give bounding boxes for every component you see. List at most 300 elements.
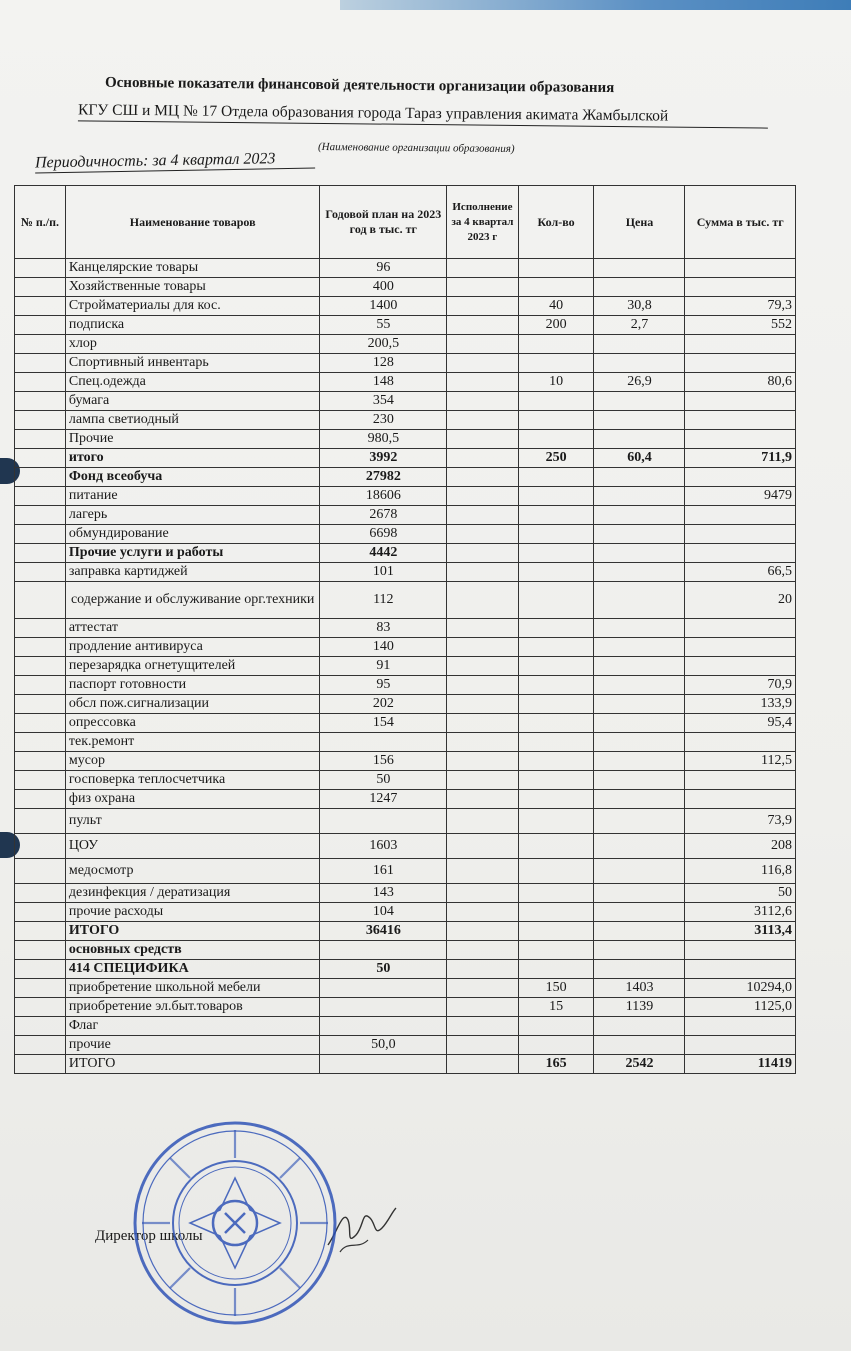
cell-plan: 2678: [320, 506, 447, 525]
cell-qty: [518, 771, 594, 790]
cell-price: [594, 354, 685, 373]
cell-price: [594, 941, 685, 960]
cell-num: [15, 657, 66, 676]
cell-num: [15, 733, 66, 752]
cell-sum: 95,4: [685, 714, 796, 733]
cell-plan: [320, 998, 447, 1017]
cell-exec: [447, 998, 518, 1017]
cell-plan: 96: [320, 259, 447, 278]
cell-name: основных средств: [65, 941, 320, 960]
table-row: [15, 638, 796, 657]
cell-sum: 79,3: [685, 297, 796, 316]
table-row: [15, 752, 796, 771]
table-row: [15, 922, 796, 941]
table-row: [15, 582, 796, 619]
cell-qty: [518, 638, 594, 657]
cell-price: 1403: [594, 979, 685, 998]
cell-exec: [447, 487, 518, 506]
cell-price: [594, 960, 685, 979]
cell-num: [15, 903, 66, 922]
cell-name: бумага: [65, 392, 320, 411]
cell-qty: 165: [518, 1055, 594, 1074]
cell-exec: [447, 354, 518, 373]
cell-qty: [518, 809, 594, 834]
cell-sum: [685, 354, 796, 373]
table-row: [15, 714, 796, 733]
table-row: [15, 790, 796, 809]
cell-exec: [447, 884, 518, 903]
table-row: [15, 979, 796, 998]
cell-price: [594, 619, 685, 638]
cell-name: прочие: [65, 1036, 320, 1055]
col-header-qty: Кол-во: [518, 186, 594, 259]
cell-qty: [518, 259, 594, 278]
cell-price: [594, 733, 685, 752]
cell-name: дезинфекция / дератизация: [65, 884, 320, 903]
cell-plan: 400: [320, 278, 447, 297]
cell-exec: [447, 790, 518, 809]
cell-name: заправка картиджей: [65, 563, 320, 582]
table-row: [15, 903, 796, 922]
cell-name: физ охрана: [65, 790, 320, 809]
cell-sum: [685, 790, 796, 809]
cell-price: [594, 695, 685, 714]
cell-sum: [685, 468, 796, 487]
cell-plan: 18606: [320, 487, 447, 506]
cell-qty: [518, 354, 594, 373]
cell-name: госповерка теплосчетчика: [65, 771, 320, 790]
cell-num: [15, 335, 66, 354]
cell-sum: 10294,0: [685, 979, 796, 998]
cell-name: Спортивный инвентарь: [65, 354, 320, 373]
table-row: [15, 771, 796, 790]
cell-sum: 20: [685, 582, 796, 619]
table-row: [15, 884, 796, 903]
cell-exec: [447, 695, 518, 714]
cell-num: [15, 563, 66, 582]
cell-num: [15, 884, 66, 903]
cell-plan: 50,0: [320, 1036, 447, 1055]
table-row: [15, 1017, 796, 1036]
cell-sum: 133,9: [685, 695, 796, 714]
cell-num: [15, 392, 66, 411]
cell-plan: 27982: [320, 468, 447, 487]
cell-plan: 112: [320, 582, 447, 619]
cell-price: [594, 657, 685, 676]
col-header-name: Наименование товаров: [65, 186, 320, 259]
cell-qty: [518, 834, 594, 859]
cell-num: [15, 487, 66, 506]
cell-plan: 154: [320, 714, 447, 733]
cell-sum: 208: [685, 834, 796, 859]
cell-price: [594, 278, 685, 297]
cell-num: [15, 676, 66, 695]
cell-num: [15, 544, 66, 563]
cell-plan: 148: [320, 373, 447, 392]
cell-price: [594, 582, 685, 619]
organization-name: КГУ СШ и МЦ № 17 Отдела образования города Тараз управления акимата Жамбылской: [78, 101, 768, 128]
cell-num: [15, 998, 66, 1017]
cell-qty: [518, 525, 594, 544]
cell-sum: [685, 430, 796, 449]
cell-plan: 140: [320, 638, 447, 657]
table-row: [15, 468, 796, 487]
cell-plan: 91: [320, 657, 447, 676]
cell-sum: [685, 506, 796, 525]
cell-exec: [447, 979, 518, 998]
cell-exec: [447, 1055, 518, 1074]
cell-plan: 83: [320, 619, 447, 638]
table-row: [15, 373, 796, 392]
cell-exec: [447, 525, 518, 544]
cell-sum: 116,8: [685, 859, 796, 884]
table-row: [15, 676, 796, 695]
cell-num: [15, 809, 66, 834]
cell-price: 60,4: [594, 449, 685, 468]
cell-plan: 1400: [320, 297, 447, 316]
cell-name: 414 СПЕЦИФИКА: [65, 960, 320, 979]
cell-price: 1139: [594, 998, 685, 1017]
cell-qty: [518, 714, 594, 733]
cell-plan: 101: [320, 563, 447, 582]
cell-sum: [685, 733, 796, 752]
cell-sum: [685, 411, 796, 430]
table-row: [15, 506, 796, 525]
cell-plan: 3992: [320, 449, 447, 468]
cell-exec: [447, 335, 518, 354]
cell-plan: [320, 1055, 447, 1074]
cell-qty: [518, 278, 594, 297]
cell-num: [15, 259, 66, 278]
cell-price: [594, 771, 685, 790]
cell-price: [594, 790, 685, 809]
cell-num: [15, 960, 66, 979]
cell-exec: [447, 834, 518, 859]
cell-num: [15, 638, 66, 657]
cell-plan: 161: [320, 859, 447, 884]
cell-exec: [447, 809, 518, 834]
table-row: [15, 430, 796, 449]
cell-price: [594, 392, 685, 411]
cell-num: [15, 859, 66, 884]
cell-price: [594, 1017, 685, 1036]
cell-price: [594, 638, 685, 657]
cell-name: пульт: [65, 809, 320, 834]
cell-qty: 250: [518, 449, 594, 468]
cell-qty: [518, 392, 594, 411]
cell-exec: [447, 638, 518, 657]
reporting-period: Периодичность: за 4 квартал 2023: [35, 150, 315, 174]
cell-num: [15, 979, 66, 998]
table-row: [15, 259, 796, 278]
cell-num: [15, 278, 66, 297]
cell-exec: [447, 752, 518, 771]
cell-exec: [447, 373, 518, 392]
cell-qty: [518, 335, 594, 354]
cell-price: [594, 714, 685, 733]
table-row: [15, 941, 796, 960]
cell-price: [594, 922, 685, 941]
col-header-execution: Исполнение за 4 квартал 2023 г: [447, 186, 518, 259]
cell-plan: 143: [320, 884, 447, 903]
cell-name: обсл пож.сигнализации: [65, 695, 320, 714]
cell-price: [594, 676, 685, 695]
table-row: [15, 335, 796, 354]
cell-sum: 9479: [685, 487, 796, 506]
table-row: [15, 809, 796, 834]
table-row: [15, 733, 796, 752]
cell-qty: 15: [518, 998, 594, 1017]
cell-sum: 80,6: [685, 373, 796, 392]
table-row: [15, 657, 796, 676]
cell-plan: 1603: [320, 834, 447, 859]
cell-qty: [518, 859, 594, 884]
director-signature-label: Директор школы: [95, 1228, 203, 1244]
cell-plan: 1247: [320, 790, 447, 809]
cell-plan: 104: [320, 903, 447, 922]
cell-exec: [447, 430, 518, 449]
cell-name: паспорт готовности: [65, 676, 320, 695]
cell-exec: [447, 297, 518, 316]
cell-price: [594, 487, 685, 506]
cell-num: [15, 714, 66, 733]
cell-price: [594, 335, 685, 354]
table-row: [15, 487, 796, 506]
cell-price: 2542: [594, 1055, 685, 1074]
cell-name: Хозяйственные товары: [65, 278, 320, 297]
cell-exec: [447, 903, 518, 922]
col-header-sum: Сумма в тыс. тг: [685, 186, 796, 259]
cell-qty: 200: [518, 316, 594, 335]
cell-num: [15, 1017, 66, 1036]
cell-exec: [447, 411, 518, 430]
cell-plan: 50: [320, 771, 447, 790]
cell-sum: 73,9: [685, 809, 796, 834]
cell-sum: 66,5: [685, 563, 796, 582]
cell-num: [15, 834, 66, 859]
cell-sum: [685, 941, 796, 960]
cell-price: [594, 259, 685, 278]
cell-name: Фонд всеобуча: [65, 468, 320, 487]
cell-sum: [685, 259, 796, 278]
cell-sum: [685, 657, 796, 676]
cell-plan: [320, 733, 447, 752]
cell-price: [594, 468, 685, 487]
cell-qty: [518, 487, 594, 506]
cell-price: [594, 859, 685, 884]
table-row: [15, 316, 796, 335]
cell-name: продление антивируса: [65, 638, 320, 657]
cell-exec: [447, 449, 518, 468]
cell-name: опрессовка: [65, 714, 320, 733]
table-row: [15, 1036, 796, 1055]
cell-plan: 36416: [320, 922, 447, 941]
cell-qty: [518, 922, 594, 941]
cell-exec: [447, 960, 518, 979]
cell-name: содержание и обслуживание орг.техники: [65, 582, 320, 619]
cell-qty: [518, 790, 594, 809]
cell-sum: [685, 278, 796, 297]
cell-name: Флаг: [65, 1017, 320, 1036]
table-row: [15, 695, 796, 714]
cell-num: [15, 941, 66, 960]
cell-name: Стройматериалы для кос.: [65, 297, 320, 316]
cell-exec: [447, 468, 518, 487]
cell-exec: [447, 771, 518, 790]
cell-qty: [518, 582, 594, 619]
cell-name: приобретение школьной мебели: [65, 979, 320, 998]
cell-name: хлор: [65, 335, 320, 354]
cell-name: Прочие: [65, 430, 320, 449]
cell-plan: 980,5: [320, 430, 447, 449]
cell-qty: [518, 903, 594, 922]
cell-plan: 354: [320, 392, 447, 411]
cell-name: обмундирование: [65, 525, 320, 544]
cell-exec: [447, 657, 518, 676]
cell-exec: [447, 316, 518, 335]
cell-plan: 4442: [320, 544, 447, 563]
table-row: [15, 544, 796, 563]
cell-sum: 50: [685, 884, 796, 903]
table-row: [15, 278, 796, 297]
cell-qty: [518, 430, 594, 449]
cell-name: прочие расходы: [65, 903, 320, 922]
cell-num: [15, 506, 66, 525]
cell-exec: [447, 733, 518, 752]
cell-exec: [447, 392, 518, 411]
table-row: [15, 1055, 796, 1074]
cell-num: [15, 582, 66, 619]
cell-name: лагерь: [65, 506, 320, 525]
cell-sum: 711,9: [685, 449, 796, 468]
cell-sum: 112,5: [685, 752, 796, 771]
table-row: [15, 563, 796, 582]
cell-price: [594, 1036, 685, 1055]
cell-qty: [518, 411, 594, 430]
cell-sum: 1125,0: [685, 998, 796, 1017]
cell-num: [15, 468, 66, 487]
cell-sum: [685, 544, 796, 563]
col-header-plan: Годовой план на 2023 год в тыс. тг: [320, 186, 447, 259]
cell-name: Прочие услуги и работы: [65, 544, 320, 563]
cell-sum: [685, 1036, 796, 1055]
cell-sum: [685, 392, 796, 411]
cell-qty: [518, 733, 594, 752]
cell-price: [594, 411, 685, 430]
cell-sum: 3113,4: [685, 922, 796, 941]
cell-qty: [518, 960, 594, 979]
cell-sum: [685, 1017, 796, 1036]
cell-plan: 6698: [320, 525, 447, 544]
cell-num: [15, 695, 66, 714]
cell-sum: [685, 619, 796, 638]
col-header-number: № п./п.: [15, 186, 66, 259]
cell-name: итого: [65, 449, 320, 468]
cell-exec: [447, 506, 518, 525]
cell-plan: 95: [320, 676, 447, 695]
table-row: [15, 998, 796, 1017]
cell-qty: [518, 884, 594, 903]
table-row: [15, 834, 796, 859]
cell-plan: [320, 809, 447, 834]
cell-price: [594, 506, 685, 525]
table-row: [15, 960, 796, 979]
cell-exec: [447, 582, 518, 619]
organization-note: (Наименование организации образования): [317, 140, 515, 156]
cell-sum: [685, 960, 796, 979]
cell-plan: 50: [320, 960, 447, 979]
cell-name: тек.ремонт: [65, 733, 320, 752]
cell-name: ЦОУ: [65, 834, 320, 859]
cell-exec: [447, 563, 518, 582]
cell-qty: [518, 1036, 594, 1055]
cell-price: 2,7: [594, 316, 685, 335]
cell-qty: [518, 468, 594, 487]
cell-qty: [518, 1017, 594, 1036]
financial-table: [14, 185, 796, 1074]
cell-price: [594, 809, 685, 834]
cell-name: ИТОГО: [65, 922, 320, 941]
cell-price: [594, 884, 685, 903]
cell-name: ИТОГО: [65, 1055, 320, 1074]
cell-price: [594, 834, 685, 859]
cell-name: лампа светиодный: [65, 411, 320, 430]
cell-num: [15, 449, 66, 468]
cell-name: медосмотр: [65, 859, 320, 884]
cell-qty: 10: [518, 373, 594, 392]
table-row: [15, 449, 796, 468]
cell-num: [15, 354, 66, 373]
cell-price: [594, 525, 685, 544]
cell-name: перезарядка огнетущителей: [65, 657, 320, 676]
table-row: [15, 411, 796, 430]
cell-num: [15, 619, 66, 638]
cell-qty: [518, 544, 594, 563]
table-row: [15, 525, 796, 544]
cell-name: подписка: [65, 316, 320, 335]
cell-name: питание: [65, 487, 320, 506]
cell-sum: [685, 771, 796, 790]
table-row: [15, 619, 796, 638]
cell-name: мусор: [65, 752, 320, 771]
cell-exec: [447, 619, 518, 638]
cell-sum: 70,9: [685, 676, 796, 695]
cell-price: [594, 903, 685, 922]
cell-price: [594, 430, 685, 449]
cell-num: [15, 297, 66, 316]
cell-num: [15, 922, 66, 941]
cell-num: [15, 1036, 66, 1055]
cell-exec: [447, 278, 518, 297]
cell-price: 30,8: [594, 297, 685, 316]
cell-num: [15, 316, 66, 335]
cell-price: [594, 752, 685, 771]
cell-name: аттестат: [65, 619, 320, 638]
cell-plan: 55: [320, 316, 447, 335]
cell-plan: 156: [320, 752, 447, 771]
document-title: Основные показатели финансовой деятельности организации образования: [104, 74, 615, 97]
cell-plan: 128: [320, 354, 447, 373]
cell-plan: [320, 941, 447, 960]
cell-qty: [518, 941, 594, 960]
cell-sum: [685, 638, 796, 657]
cell-exec: [447, 922, 518, 941]
cell-name: Канцелярские товары: [65, 259, 320, 278]
cell-qty: [518, 752, 594, 771]
cell-price: [594, 544, 685, 563]
cell-sum: [685, 525, 796, 544]
cell-num: [15, 525, 66, 544]
